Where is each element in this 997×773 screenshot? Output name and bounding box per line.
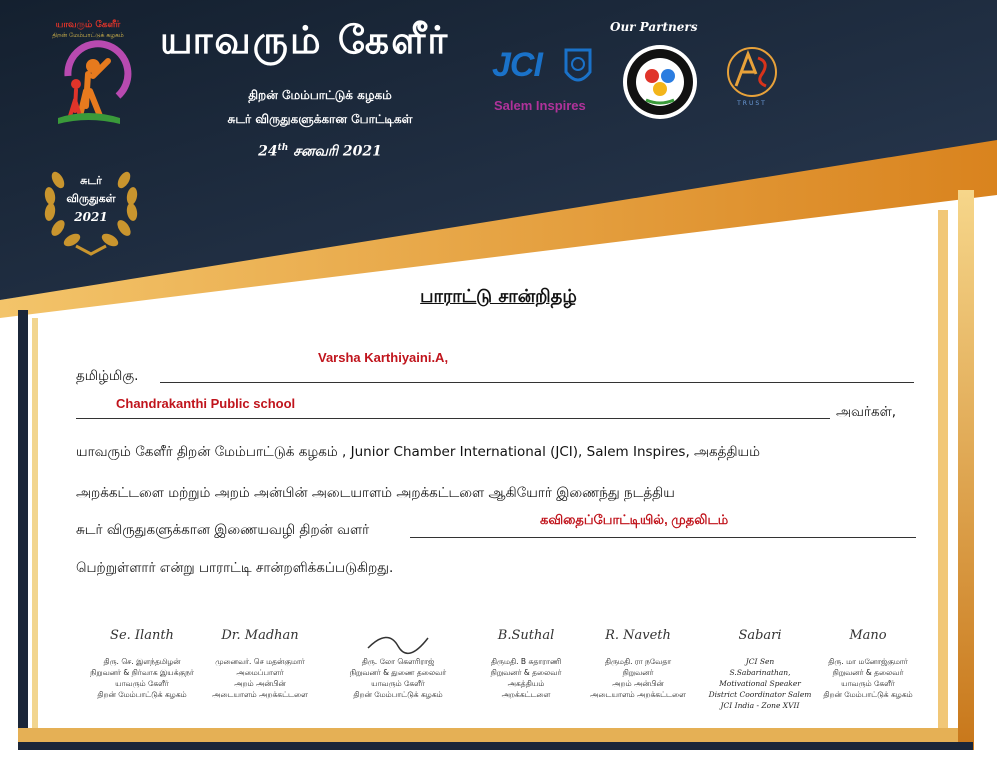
signatory-line: திறன் மேம்பாட்டுக் கழகம் xyxy=(353,690,443,699)
jci-logo xyxy=(488,46,598,116)
signatory-line: முனைவர். செ மதன்குமார் xyxy=(215,657,305,666)
body-line-competition: சுடர் விருதுகளுக்கான இணையவழி திறன் வளர் xyxy=(76,522,370,538)
signatory-line: அடையாளம் அறக்கட்டளை xyxy=(212,690,308,699)
signatory-line: யாவரும் கேளீர் xyxy=(115,679,169,688)
logo-text: யாவரும் கேளீர் xyxy=(55,20,121,30)
signature-mark: Mano xyxy=(849,628,887,643)
achievement: கவிதைப்போட்டியில், முதலிடம் xyxy=(540,512,729,527)
signatory-line: திறன் மேம்பாட்டுக் கழகம் xyxy=(97,690,187,699)
signatory-line: அமைப்பாளர் xyxy=(236,668,284,677)
date-suffix: th xyxy=(277,143,289,153)
signatory-line: Motivational Speaker xyxy=(719,679,801,688)
jci-subtext: Salem Inspires xyxy=(494,98,586,113)
signatory-line: JCI Sen xyxy=(745,657,775,666)
certificate-heading xyxy=(0,286,997,309)
signatory-line: அகத்தியம் xyxy=(507,679,545,688)
signature-mark: Dr. Madhan xyxy=(221,628,299,643)
name-underline xyxy=(160,382,914,383)
date-day: 24 xyxy=(258,143,278,160)
badge-line3: 2021 xyxy=(74,210,108,224)
partners-label: Our Partners xyxy=(610,20,698,34)
signature-mark: B.Suthal xyxy=(497,628,555,643)
signatory-line: District Coordinator Salem xyxy=(708,690,812,699)
signatory-line: திரு. செ. இளந்தமிழன் xyxy=(103,657,181,666)
signatory-line: யாவரும் கேளீர் xyxy=(841,679,895,688)
body-line-closing: பெற்றுள்ளார் என்று பாராட்டி சான்றளிக்கப்படுகிறது. xyxy=(76,560,394,576)
signature-mark: R. Naveth xyxy=(605,628,671,643)
recipient-name: Varsha Karthiyaini.A, xyxy=(318,350,449,365)
main-title: யாவரும் கேளீர் xyxy=(160,18,450,62)
subtitle-organization: திறன் மேம்பாட்டுக் கழகம் xyxy=(248,88,392,102)
signatory-line: நிறுவனர் xyxy=(622,668,654,677)
signatory-line: S.Sabarinathan, xyxy=(729,668,791,677)
badge-line1: சுடர் xyxy=(80,174,102,187)
subtitle-competition: சுடர் விருதுகளுக்கான போட்டிகள் xyxy=(227,112,413,126)
body-line-trusts: அறக்கட்டளை மற்றும் அறம் அன்பின் அடையாளம் அறக்கட்டளை ஆகியோர் இணைந்து நடத்திய xyxy=(76,485,675,501)
signature-mark: Se. Ilanth xyxy=(110,628,174,643)
signatory-line: அறம் அன்பின் xyxy=(234,679,286,688)
certificate-heading-text: பாராட்டு சான்றிதழ் xyxy=(420,286,577,307)
signature-block xyxy=(466,628,586,700)
signature-block xyxy=(808,628,928,700)
signature-block xyxy=(82,628,202,700)
achievement-underline xyxy=(410,537,916,538)
signatory-line: திருமதி. ரா நவேதா xyxy=(604,657,672,666)
badge-line2: விருதுகள் xyxy=(66,192,116,205)
school-name: Chandrakanthi Public school xyxy=(116,396,296,411)
signatory-line: JCI India - Zone XVII xyxy=(720,701,800,710)
signatory-line: நிறுவனர் & தலைவர் xyxy=(490,668,562,677)
agathiyam-logo xyxy=(622,44,698,120)
signatory-line: திரு. லோ கௌரிராஜ் xyxy=(361,657,435,666)
prefix-label: தமிழ்மிகு. xyxy=(76,368,139,384)
school-underline xyxy=(76,418,830,419)
signatory-line: திருமதி. B சுதாராணி xyxy=(490,657,562,666)
signatory-line: அறக்கட்டளை xyxy=(501,690,551,699)
jci-shield-icon xyxy=(564,48,592,90)
aram-trust-logo xyxy=(722,44,782,114)
signatory-line: திறன் மேம்பாட்டுக் கழகம் xyxy=(823,690,913,699)
trust-text: TRUST xyxy=(737,100,767,107)
signature-block xyxy=(578,628,698,700)
body-line-organizers: யாவரும் கேளீர் திறன் மேம்பாட்டுக் கழகம் , Junior Chamber International (JCI), Salem Inspires, அகத்தியம் xyxy=(76,444,760,460)
logo-subtext: திறன் மேம்பாட்டுக் கழகம் xyxy=(52,32,124,39)
signatory-line: நிறுவனர் & நிர்வாக இயக்குநர் xyxy=(90,668,194,677)
signatory-line: அறம் அன்பின் xyxy=(612,679,664,688)
signatory-line: திரு. மா மனோஜ்குமார் xyxy=(828,657,908,666)
sudar-awards-badge xyxy=(36,150,146,260)
signatory-line: அடையாளம் அறக்கட்டளை xyxy=(590,690,686,699)
signature-mark xyxy=(338,628,458,656)
signatory-line: யாவரும் கேளீர் xyxy=(371,679,425,688)
signatory-line: நிறுவனர் & தலைவர் xyxy=(832,668,904,677)
signatory-line: நிறுவனர் & துணை தலைவர் xyxy=(349,668,447,677)
signature-block xyxy=(700,628,820,711)
signature-mark: Sabari xyxy=(738,628,782,643)
date-month-year: சனவரி 2021 xyxy=(293,143,382,160)
avargal-label: அவர்கள், xyxy=(836,404,897,420)
signature-block xyxy=(200,628,320,700)
jci-text: JCI xyxy=(492,46,542,84)
signature-block xyxy=(338,628,458,700)
